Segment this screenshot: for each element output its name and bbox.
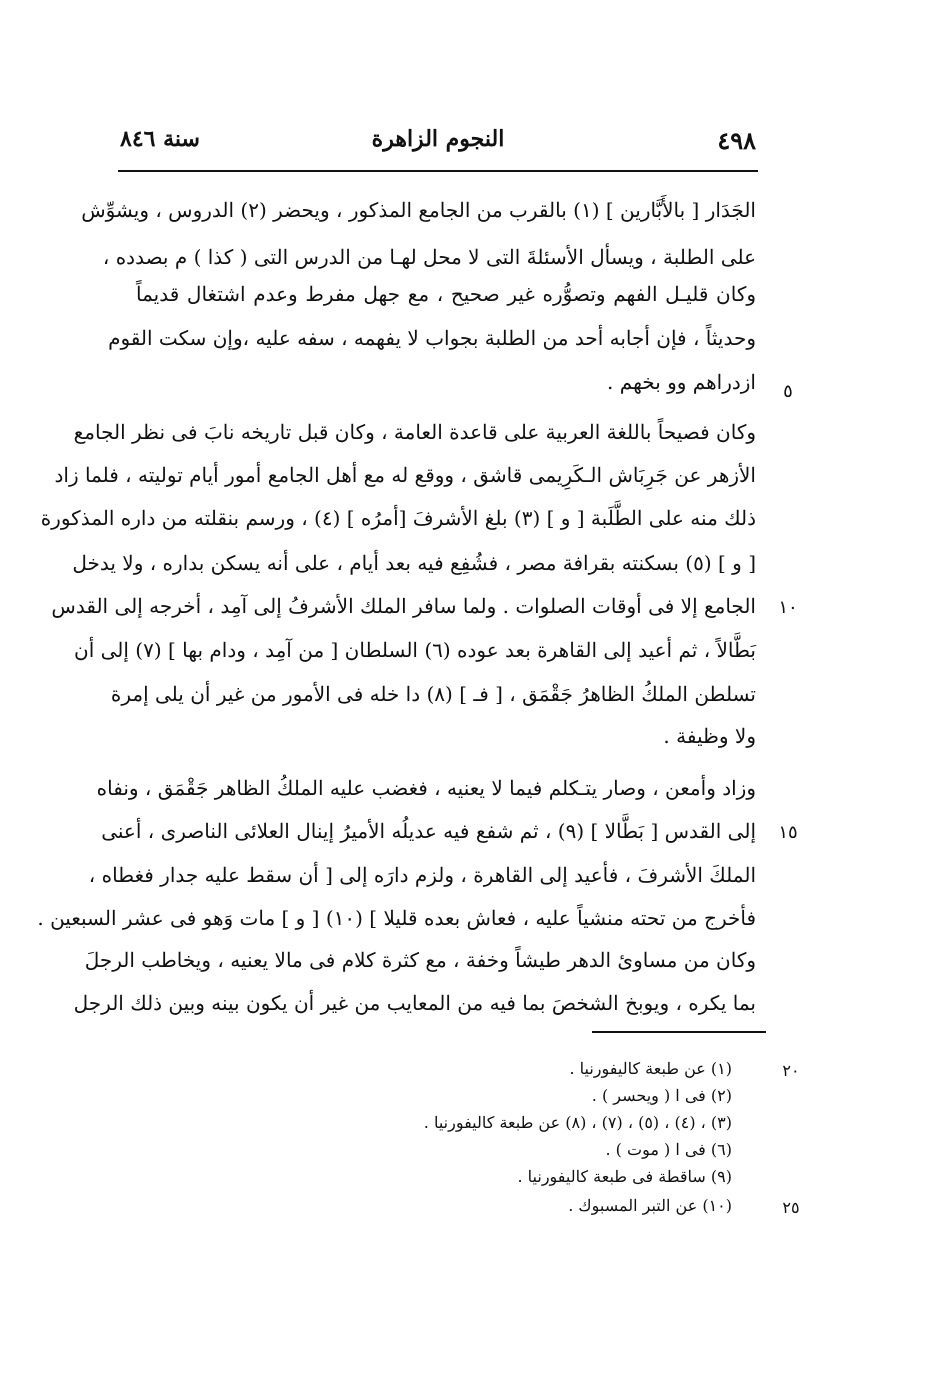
footnote: (٢) فى ا ( ويحسر ) . bbox=[591, 1086, 732, 1105]
line-number: ١٠ bbox=[778, 597, 798, 618]
line-number: ٥ bbox=[783, 381, 793, 402]
text-line: ازدراهم وو بخهم . bbox=[607, 370, 756, 394]
footnote: (٣) ، (٤) ، (٥) ، (٧) ، (٨) عن طبعة كاليفورنيا . bbox=[423, 1113, 732, 1132]
text-line: إلى القدس [ بَطَّالا ] (٩) ، ثم شفع فيه عديلُه الأميرُ إينال العلائى الناصرى ، أعنى bbox=[101, 819, 756, 843]
text-line: وزاد وأمعن ، وصار يتـكلم فيما لا يعنيه ، فغضب عليه الملكُ الظاهر جَقْمَق ، ونفاه bbox=[96, 776, 756, 800]
line-number: ٢٥ bbox=[782, 1198, 800, 1217]
line-number: ١٥ bbox=[778, 822, 798, 843]
text-line: فأخرج من تحته منشياً عليه ، فعاش بعده قليلا ] (١٠) [ و ] مات وَهو فى عشر السبعين . bbox=[37, 906, 756, 930]
text-line: الجامع إلا فى أوقات الصلوات . ولما سافر الملك الأشرفُ إلى آمِد ، أخرجه إلى القدس bbox=[51, 594, 756, 618]
text-line: تسلطن الملكُ الظاهرُ جَقْمَق ، [ فـ ] (٨) دا خله فى الأمور من غير أن يلى إمرة bbox=[110, 682, 756, 706]
footnote: (٦) فى ا ( موت ) . bbox=[605, 1140, 732, 1159]
year-label: سنة ٨٤٦ bbox=[120, 126, 200, 152]
text-line: على الطلبة ، ويسأل الأسئلةَ التى لا محل لهـا من الدرس التى ( كذا ) م بصدده ، bbox=[102, 245, 756, 269]
text-line: الأزهر عن جَرِبَاش الـكَرِيمى قاشق ، ووقع له مع أهل الجامع أمور أيام توليته ، فلما زاد bbox=[54, 463, 756, 487]
text-line: ذلك منه على الطَّلَبة [ و ] (٣) بلغ الأشرفَ [أمرُه ] (٤) ، ورسم بنقلته من داره المذكورة bbox=[40, 506, 756, 530]
text-line: وحديثاً ، فإن أجابه أحد من الطلبة بجواب لا يفهمه ، سفه عليه ،وإن سكت القوم bbox=[108, 326, 756, 350]
footnote: (٩) ساقطة فى طبعة كاليفورنيا . bbox=[517, 1167, 732, 1186]
text-line: الجَدَار [ بالأَبَّارين ] (١) بالقرب من الجامع المذكور ، ويحضر (٢) الدروس ، ويشوِّش bbox=[81, 198, 756, 222]
text-line: [ و ] (٥) بسكنته بقرافة مصر ، فشُفِع فيه بعد أيام ، على أنه يسكن بداره ، ولا يدخل bbox=[72, 551, 756, 575]
footnote-rule bbox=[592, 1031, 766, 1033]
page-header bbox=[120, 124, 756, 164]
footnote: (١) عن طبعة كاليفورنيا . bbox=[569, 1059, 732, 1078]
header-rule bbox=[118, 170, 758, 172]
text-line: وكان من مساوئ الدهر طيشاً وخفة ، مع كثرة كلام فى مالا يعنيه ، ويخاطب الرجلَ bbox=[84, 948, 756, 972]
text-line: ولا وظيفة . bbox=[663, 724, 756, 748]
footnote: (١٠) عن التبر المسبوك . bbox=[568, 1196, 732, 1215]
text-line: بَطَّالاً ، ثم أعيد إلى القاهرة بعد عوده (٦) السلطان [ من آمِد ، ودام بها ] (٧) إلى أن bbox=[74, 638, 756, 662]
text-line: الملكَ الأشرفَ ، فأعيد إلى القاهرة ، ولزم دارَه إلى [ أن سقط عليه جدار فغطاه ، bbox=[88, 863, 756, 887]
text-line: وكان قليـل الفهم وتصوُّره غير صحيح ، مع جهل مفرط وعدم اشتغال قديماً bbox=[136, 282, 756, 306]
running-title: النجوم الزاهرة bbox=[371, 126, 505, 152]
page-number: ٤٩٨ bbox=[717, 126, 756, 155]
text-line: وكان فصيحاً باللغة العربية على قاعدة العامة ، وكان قبل تاريخه نابَ فى نظر الجامع bbox=[73, 420, 756, 444]
text-line: بما يكره ، ويوبخ الشخصَ بما فيه من المعايب من غير أن يكون بينه وبين ذلك الرجل bbox=[73, 991, 756, 1015]
line-number: ٢٠ bbox=[782, 1061, 800, 1080]
